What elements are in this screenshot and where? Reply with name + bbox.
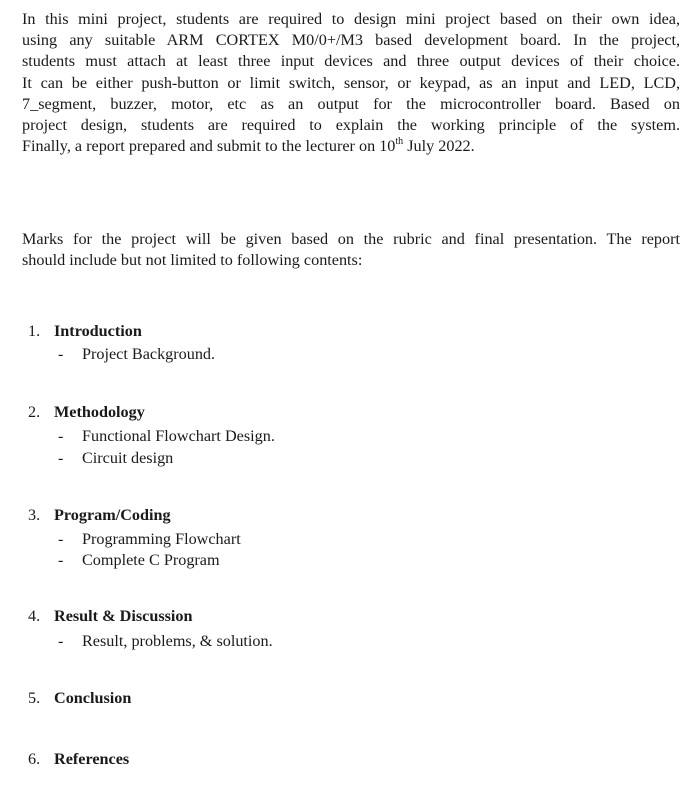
section-title: Program/Coding [54, 506, 171, 524]
section-title: Conclusion [54, 689, 132, 707]
date-ordinal-suffix: th [395, 135, 404, 147]
intro-final-date: July 2022. [403, 137, 475, 156]
marks-line: should include but not limited to following contents: [22, 251, 363, 270]
section-number: 5. [28, 689, 41, 707]
section-heading-methodology [28, 403, 145, 422]
section-title: References [54, 750, 130, 768]
list-item-text: Project Background. [82, 345, 216, 363]
intro-line: students must attach at least three input devices and three output devices of their choice. [22, 52, 680, 71]
section-heading-references [28, 750, 129, 769]
list-item [58, 551, 220, 570]
list-item-text: Programming Flowchart [82, 530, 241, 548]
dash-bullet: - [58, 632, 64, 650]
section-title: Introduction [54, 322, 142, 340]
section-heading-introduction [28, 322, 142, 341]
intro-final-text: Finally, a report prepared and submit to the lecturer on 10 [22, 137, 396, 156]
intro-line-final [22, 136, 680, 157]
section-number: 1. [28, 322, 41, 340]
dash-bullet: - [58, 551, 64, 569]
section-heading-conclusion [28, 689, 131, 708]
list-item [58, 530, 241, 549]
list-item [58, 449, 173, 468]
intro-line: using any suitable ARM CORTEX M0/0+/M3 based development board. In the project, [22, 31, 680, 50]
dash-bullet: - [58, 449, 64, 467]
section-number: 3. [28, 506, 41, 524]
intro-paragraph [22, 9, 680, 157]
section-number: 4. [28, 607, 41, 625]
dash-bullet: - [58, 345, 64, 363]
intro-line: In this mini project, students are required to design mini project based on their own idea, [22, 10, 680, 28]
list-item-text: Result, problems, & solution. [82, 632, 273, 650]
section-title: Methodology [54, 403, 145, 421]
section-heading-program-coding [28, 506, 171, 525]
list-item [58, 345, 215, 364]
section-number: 6. [28, 750, 41, 768]
section-number: 2. [28, 403, 41, 421]
list-item [58, 632, 273, 651]
intro-line: It can be either push-button or limit switch, sensor, or keypad, as an input and LED, LCD, [22, 73, 680, 92]
marks-paragraph [22, 229, 680, 271]
list-item-text: Circuit design [82, 449, 174, 467]
list-item-text: Complete C Program [82, 551, 220, 569]
dash-bullet: - [58, 427, 64, 445]
dash-bullet: - [58, 530, 64, 548]
section-heading-result-discussion [28, 607, 193, 626]
section-title: Result & Discussion [54, 607, 193, 625]
list-item-text: Functional Flowchart Design. [82, 427, 275, 445]
intro-line: 7_segment, buzzer, motor, etc as an output for the microcontroller board. Based on [22, 94, 680, 113]
intro-line: project design, students are required to explain the working principle of the system. [22, 116, 680, 135]
list-item [58, 427, 275, 446]
marks-line: Marks for the project will be given based on the rubric and final presentation. The report [22, 230, 680, 248]
